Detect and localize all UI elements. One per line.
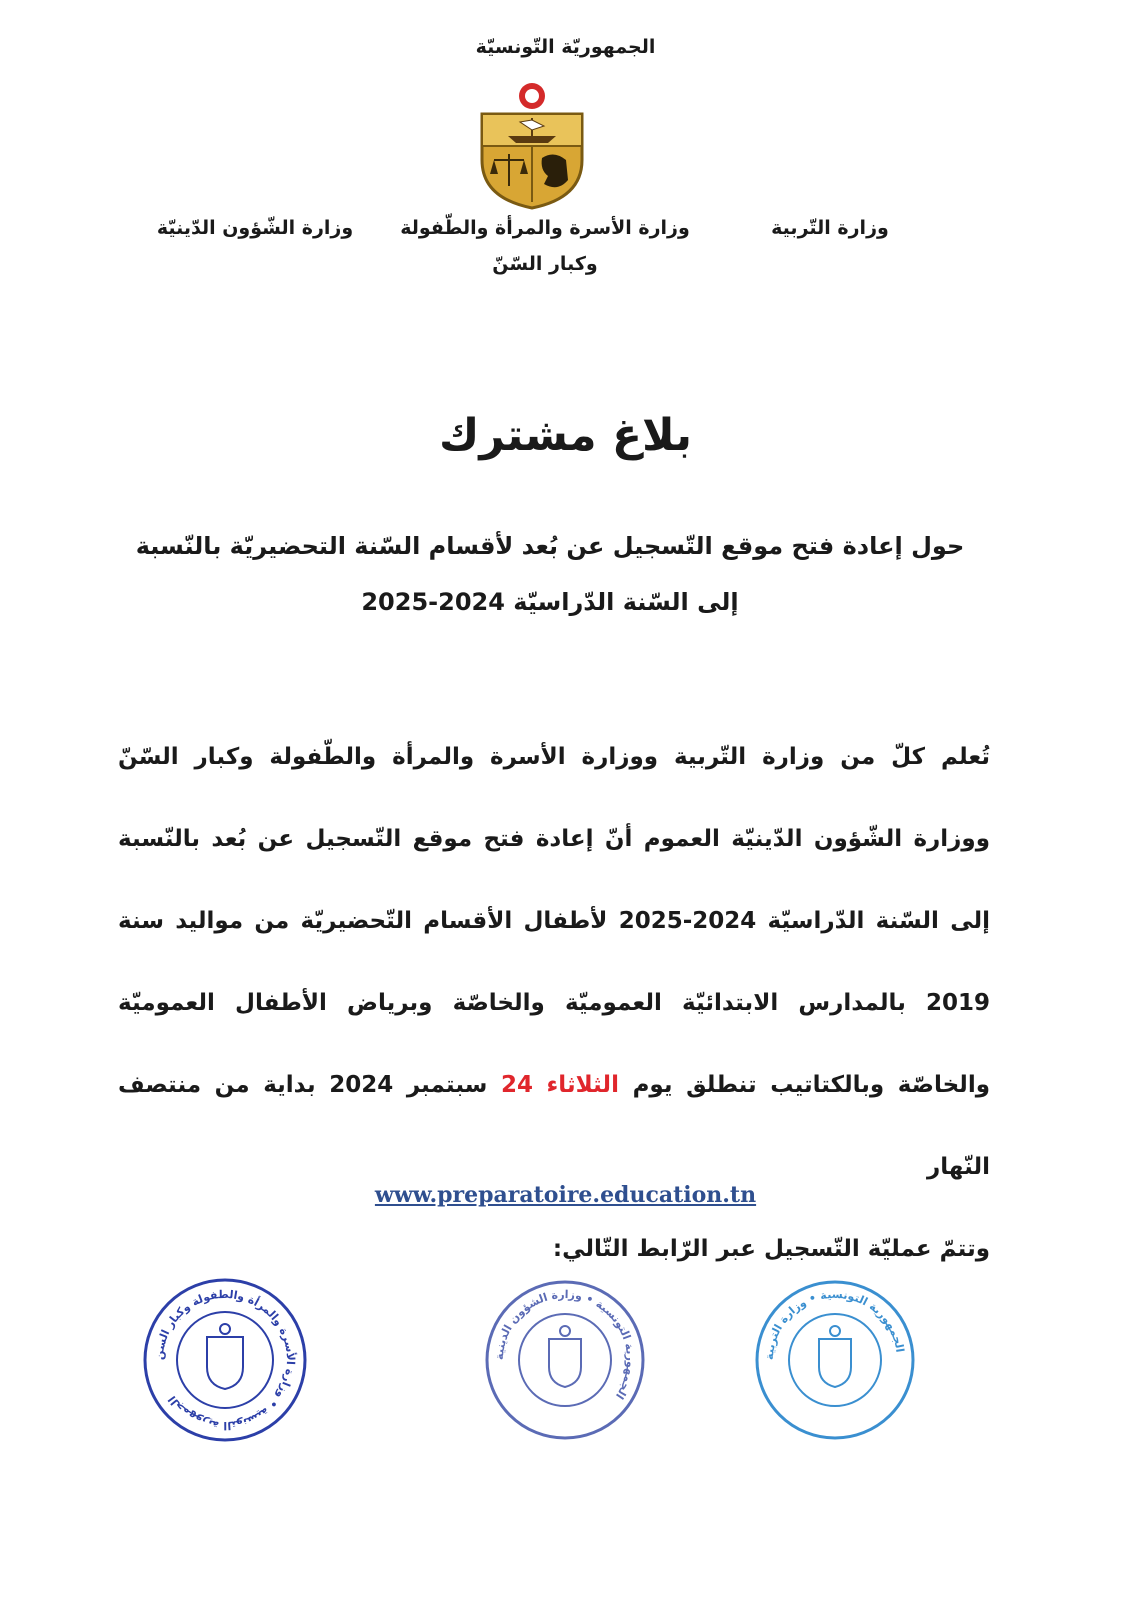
body-text-part3: وتتمّ عمليّة التّسجيل عبر الرّابط التّالي: (552, 1236, 990, 1262)
republic-heading: الجمهوريّة التّونسيّة (475, 36, 656, 58)
religious-affairs-seal (480, 1275, 650, 1445)
family-ministry-seal (140, 1275, 310, 1445)
ministry-religious-affairs: وزارة الشّؤون الدّينيّة (156, 217, 354, 239)
body-text-part1: تُعلم كلّ من وزارة التّربية ووزارة الأسرة والمرأة والطّفولة وكبار السّنّ ووزارة الشّؤون الدّينيّة العموم أنّ إعادة فتح موقع التّسجيل عن بُعد بالنّسبة إلى السّنة الدّراسيّة 2024-2025 لأطفال الأقسام التّحضيريّة من مواليد سنة 2019 بالمدارس الابتدائيّة العموميّة والخاصّة وبرياض الأطفال العموميّة والخاصّة وبالكتاتيب تنطلق يوم (118, 744, 990, 1098)
body-text-part2: سبتمبر 2024 بداية من منتصف النّهار (118, 1072, 990, 1180)
ministry-education: وزارة التّربية (771, 217, 889, 239)
education-ministry-seal (750, 1275, 920, 1445)
tunisia-coat-of-arms-icon (478, 80, 586, 210)
svg-text:الجمهورية التونسية • وزارة الش (493, 1288, 637, 1402)
document-title: بلاغ مشترك (439, 410, 692, 461)
highlighted-date: الثلاثاء 24 (500, 1072, 619, 1098)
ministry-family-line1: وزارة الأسرة والمرأة والطّفولة (400, 217, 690, 239)
education-seal-text: الجمهورية التونسية • وزارة التربية (762, 1287, 907, 1361)
family-seal-text: الجمهورية التونسية • وزارة الأسرة والمرأة والطفولة وكبار السن (152, 1287, 298, 1433)
ministry-family-line2: وكبار السّنّ (492, 253, 598, 275)
ministry-family (395, 210, 695, 282)
registration-link[interactable]: www.preparatoire.education.tn (374, 1182, 757, 1208)
svg-text:الجمهورية التونسية • وزارة الأ (153, 1288, 298, 1432)
religious-seal-text: الجمهورية التونسية • وزارة الشؤون الدينية (492, 1287, 638, 1402)
document-subject: حول إعادة فتح موقع التّسجيل عن بُعد لأقسام السّنة التحضيريّة بالنّسبة إلى السّنة الدّراسيّة 2024-2025 (135, 532, 965, 616)
